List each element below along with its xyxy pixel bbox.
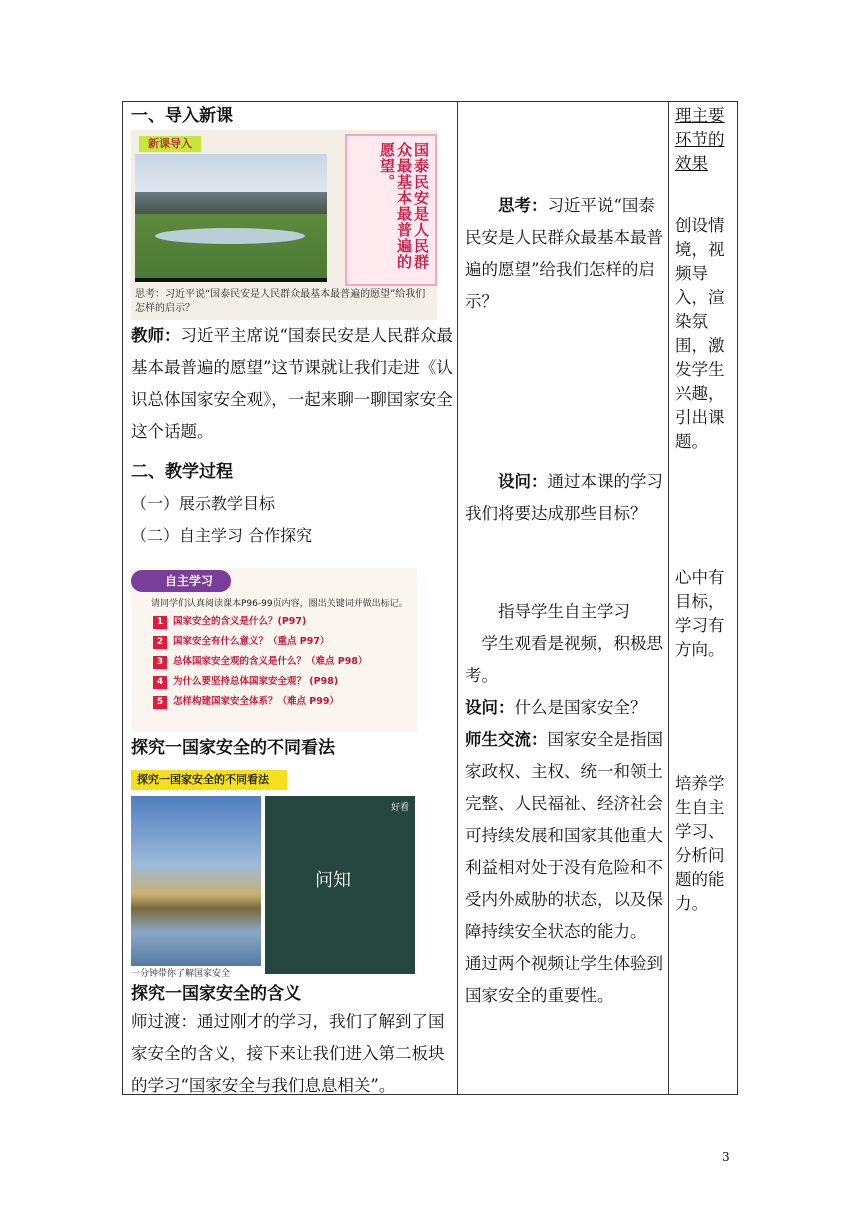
teacher-paragraph: 教师：习近平主席说“国泰民安是人民群众最基本最普遍的愿望”这节课就让我们走进《认识总体国家安全观》，一起来聊一聊国家安全这个话题。: [131, 326, 453, 441]
watch-paragraph: 学生观看是视频，积极思考。: [465, 634, 663, 685]
video-note-paragraph: 通过两个视频让学生体验到国家安全的重要性。: [465, 954, 663, 1005]
explore-title-views: 探究一国家安全的不同看法: [131, 738, 335, 758]
lesson-table: [122, 101, 738, 1095]
guide-paragraph: 指导学生自主学习: [498, 602, 630, 621]
column-divider: [668, 102, 669, 1094]
teaching-content-column: [131, 102, 456, 1094]
think-paragraph: 思考：习近平说“国泰民安是人民群众最基本最普遍的愿望”给我们怎样的启示？: [465, 196, 663, 311]
ask-meaning-paragraph: 设问：什么是国家安全？: [465, 698, 647, 717]
section-title-process: 二、教学过程: [131, 462, 233, 482]
intent-note-goals: 心中有目标，学习有方向。: [675, 568, 725, 659]
explore-video-image: 探究一国家安全的不同看法 一分钟带你了解国家安全 好看 问知: [131, 770, 415, 980]
section-title-intro: 一、导入新课: [131, 106, 233, 126]
column-divider: [457, 102, 458, 1094]
exchange-paragraph: 师生交流：国家安全是指国家政权、主权、统一和领土完整、人民福祉、经济社会可持续发展和国家其他重大利益相对处于没有危险和不受内外威胁的状态，以及保障持续安全状态的能力。: [465, 730, 663, 941]
slide-caption: 思考：习近平说“国泰民安是人民群众最基本最普遍的愿望”给我们怎样的启示？: [135, 289, 426, 314]
ask-goals-paragraph: 设问：通过本课的学习我们将要达成那些目标？: [465, 472, 663, 523]
landscape-photo: [135, 154, 327, 282]
intro-slide-image: [131, 130, 437, 320]
page-number: 3: [722, 1150, 730, 1164]
explore-title-meaning: 探究一国家安全的含义: [131, 984, 301, 1004]
intent-note-ability: 培养学生自主学习、分析问题的能力。: [675, 774, 725, 913]
column-heading: 理主要环节的效果: [675, 106, 725, 173]
intent-note-intro: 创设情境，视频导入，渲染氛围，激发学生兴趣，引出课题。: [675, 216, 725, 451]
design-intent-column: [675, 102, 735, 1094]
quote-card: 国泰民安是人民群众最基本最普遍的愿望。: [345, 134, 437, 286]
slide-tag: 新课导入: [139, 136, 201, 152]
activity-column: [465, 102, 665, 1094]
self-study-slide-image: 自主学习 请同学们认真阅读课本P96-99页内容，圈出关键词并做出标记。 1 国家安全的含义是什么？(P97) 2 国家安全有什么意义？（重点 P97） 3 总体国家安全观的含义是什么？（难点 P98） 4 为什么要坚持总体国家安全观？ (P98) 5 怎样构建国家安全体系？（难点 P99）: [131, 568, 417, 732]
sub-heading-study: （二）自主学习 合作探究: [131, 526, 313, 545]
sub-heading-goals: （一）展示教学目标: [131, 494, 276, 513]
transition-paragraph: 师过渡：通过刚才的学习，我们了解到了国家安全的含义，接下来让我们进入第二板块的学习“国家安全与我们息息相关”。: [131, 1012, 445, 1095]
